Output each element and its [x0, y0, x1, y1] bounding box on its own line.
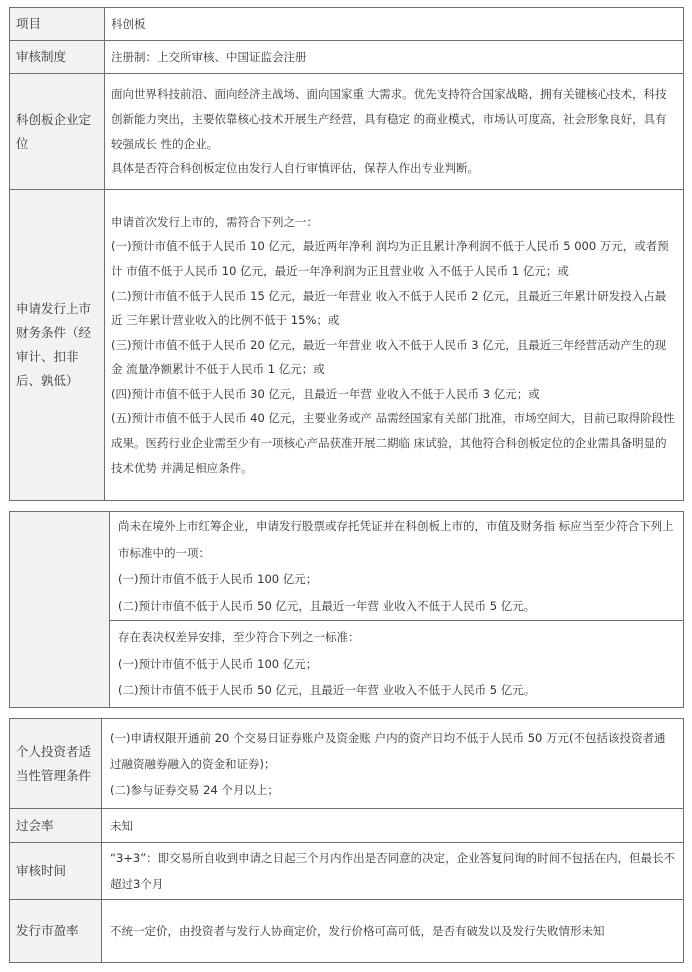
row-label — [10, 512, 110, 708]
row-value — [102, 900, 684, 963]
table-row — [10, 8, 684, 41]
label-text: 项目 — [16, 16, 42, 31]
row-label — [10, 809, 102, 843]
value-text: (一)预计市值不低于人民币 100 亿元； — [118, 572, 318, 586]
value-text: (二)预计市值不低于人民币 50 亿元，且最近一年营 业收入不低于人民币 5 亿元。 — [118, 598, 536, 613]
value-text: (一)预计市值不低于人民币 100 亿元； — [118, 656, 318, 671]
investor-and-review-table — [9, 718, 684, 963]
value-text: 未知 — [110, 818, 133, 833]
row-value — [105, 190, 684, 501]
value-text: (二)参与证券交易 24 个月以上； — [110, 782, 279, 797]
value-text: (四)预计市值不低于人民币 30 亿元，且最近一年营 业收入不低于人民币 3 亿元；或 — [111, 386, 540, 401]
value-text: 不统一定价，由投资者与发行人协商定价，发行价格可高可低，是否有破发以及发行失败情形未知 — [110, 924, 605, 938]
table-row — [10, 74, 684, 190]
value-text: 存在表决权差异安排，至少符合下列之一标准： — [118, 630, 360, 645]
value-text: 具体是否符合科创板定位由发行人自行审慎评估，保荐人作出专业判断。 — [111, 161, 479, 176]
value-text: (三)预计市值不低于人民币 20 亿元，最近一年营业 收入不低于人民币 3 亿元，且最近三年经营活动产生的现金 流量净额累计不低于人民币 1 亿元；或 — [111, 337, 667, 377]
row-value — [105, 8, 684, 41]
row-value — [102, 843, 684, 900]
label-text: 发行市盈率 — [16, 923, 79, 938]
value-text: 尚未在境外上市红筹企业，申请发行股票或存托凭证并在科创板上市的，市值及财务指 标应当至少符合下列上市标准中的一项： — [118, 519, 674, 560]
value-text: (一)申请权限开通前 20 个交易日证券账户及资金账 户内的资产日均不低于人民币 50 万元(不包括该投资者通 过融资融券融入的资金和证券)； — [110, 730, 666, 771]
label-text: 过会率 — [16, 817, 54, 833]
label-text: 科创板企业定位 — [16, 111, 92, 151]
row-label — [10, 900, 102, 963]
row-label — [10, 41, 105, 74]
label-text: 个人投资者适当性管理条件 — [16, 743, 92, 783]
label-text: 申请发行上市财务条件（经审计、扣非后、孰低） — [16, 301, 92, 388]
table-row — [10, 41, 684, 74]
row-value — [105, 74, 684, 190]
row-label — [10, 8, 105, 41]
row-value — [105, 41, 684, 74]
row-label — [10, 843, 102, 900]
value-text: “3+3”：即交易所自收到申请之日起三个月内作出是否同意的决定，企业答复问询的时间不包括在内，但最长不超过3个月 — [110, 851, 676, 891]
table-row — [10, 512, 684, 621]
label-text: 审核时间 — [16, 863, 67, 878]
value-text: (二)预计市值不低于人民币 15 亿元，最近一年营业 收入不低于人民币 2 亿元，且最近三年累计研发投入占最近 三年累计营业收入的比例不低于 15%；或 — [111, 288, 667, 328]
row-value — [102, 809, 684, 843]
row-value — [110, 621, 684, 708]
value-text: 注册制：上交所审核、中国证监会注册 — [111, 49, 307, 64]
value-text: 申请首次发行上市的，需符合下列之一： — [111, 214, 318, 229]
table-row — [10, 809, 684, 843]
row-value — [102, 719, 684, 809]
table-row — [10, 621, 684, 708]
listing-requirements-table — [9, 7, 684, 501]
row-label — [10, 190, 105, 501]
value-text: (五)预计市值不低于人民币 40 亿元，主要业务或产 品需经国家有关部门批准，市场空间大，目前已取得阶段性 成果。医药行业企业需至少有一项核心产品获准开展二期临 床试验，其他符合科创板定位的企业需具备明显的技术优势 并满足相应条件。 — [111, 411, 675, 475]
value-text: (一)预计市值不低于人民币 10 亿元，最近两年净利 润均为正且累计净利润不低于人民币 5 000 万元，或者预计 市值不低于人民币 10 亿元，最近一年净利润为正且营业收 入不低于人民币 1 亿元；或 — [111, 239, 669, 278]
table-row — [10, 843, 684, 900]
red-chip-requirements-table — [9, 511, 684, 708]
label-text: 审核制度 — [16, 49, 67, 64]
row-label — [10, 74, 105, 190]
table-row — [10, 900, 684, 963]
table-row — [10, 190, 684, 501]
value-text: 面向世界科技前沿、面向经济主战场、面向国家重 大需求。优先支持符合国家战略，拥有关键核心技术，科技 创新能力突出，主要依靠核心技术开展生产经营，具有稳定 的商业模式，市场认可度高，社会形象良好，具有较强成长 性的企业。 — [111, 87, 667, 151]
row-value — [110, 512, 684, 621]
table-row — [10, 719, 684, 809]
value-text: 科创板 — [111, 16, 146, 31]
row-label — [10, 719, 102, 809]
value-text: (二)预计市值不低于人民币 50 亿元，且最近一年营 业收入不低于人民币 5 亿元。 — [118, 683, 536, 698]
